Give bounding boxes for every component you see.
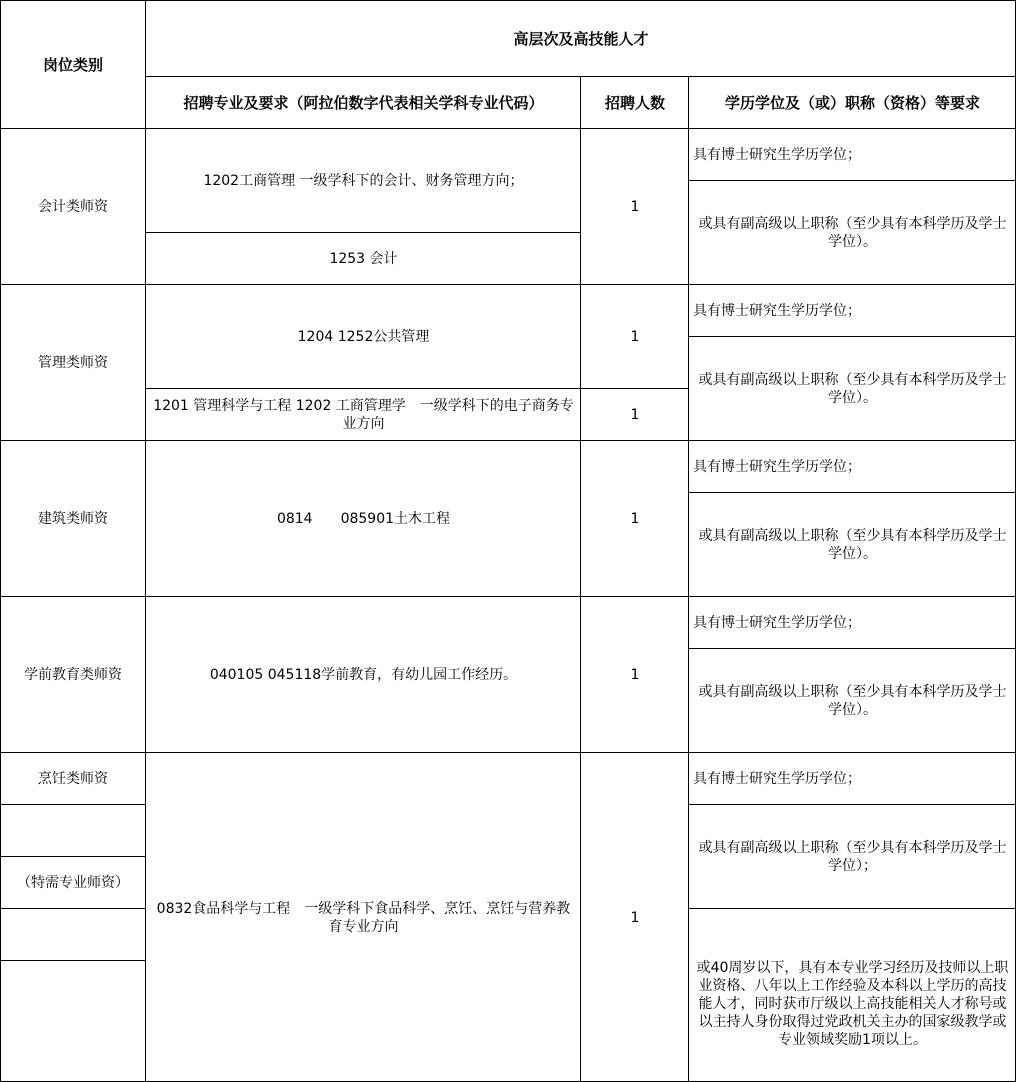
- grid-line: [688, 76, 689, 1082]
- req-architecture-1: 具有博士研究生学历学位；: [693, 459, 861, 475]
- major-accounting-2: 1253 会计: [329, 251, 398, 267]
- grid-line: [0, 440, 1016, 441]
- grid-line: [0, 0, 1016, 1]
- header-requirements: 学历学位及（或）职称（资格）等要求: [724, 94, 980, 112]
- grid-line: [580, 76, 581, 1082]
- category-cooking-note: （特需专业师资）: [17, 875, 129, 891]
- grid-line: [689, 336, 1016, 337]
- grid-line: [145, 0, 146, 1082]
- grid-line: [689, 492, 1016, 493]
- count-management-1: 1: [630, 329, 640, 345]
- header-count: 招聘人数: [604, 94, 665, 112]
- grid-line: [689, 804, 1016, 805]
- req-management-2: 或具有副高级以上职称（至少具有本科学历及学士学位）。: [698, 372, 1007, 406]
- major-preschool: 040105 045118学前教育，有幼儿园工作经历。: [209, 667, 518, 683]
- grid-line: [0, 0, 1, 1082]
- major-management-2: 1201 管理科学与工程 1202 工商管理学 一级学科下的电子商务专业方向: [153, 398, 574, 432]
- req-accounting-2: 或具有副高级以上职称（至少具有本科学历及学士学位）。: [698, 216, 1007, 250]
- grid-line: [146, 232, 581, 233]
- req-preschool-2: 或具有副高级以上职称（至少具有本科学历及学士学位）。: [698, 684, 1007, 718]
- count-cooking: 1: [630, 909, 640, 926]
- major-architecture: 0814 085901土木工程: [276, 511, 451, 527]
- category-accounting: 会计类师资: [38, 199, 108, 215]
- req-architecture-2: 或具有副高级以上职称（至少具有本科学历及学士学位）。: [698, 528, 1007, 562]
- category-management: 管理类师资: [38, 355, 108, 371]
- count-management-2: 1: [630, 407, 640, 423]
- header-group-title: 高层次及高技能人才: [513, 29, 649, 48]
- category-preschool: 学前教育类师资: [24, 667, 122, 683]
- req-cooking-1: 具有博士研究生学历学位；: [693, 771, 861, 787]
- grid-line: [0, 804, 146, 805]
- major-management-1: 1204 1252公共管理: [297, 329, 430, 345]
- grid-line: [146, 76, 1016, 77]
- grid-line: [0, 284, 1016, 285]
- req-cooking-2: 或具有副高级以上职称（至少具有本科学历及学士学位）；: [698, 840, 1007, 874]
- grid-line: [0, 128, 1016, 129]
- req-management-1: 具有博士研究生学历学位；: [693, 303, 861, 319]
- grid-line: [689, 908, 1016, 909]
- grid-line: [0, 856, 146, 857]
- major-cooking: 0832食品科学与工程 一级学科下食品科学、烹饪、烹饪与营养教育专业方向: [156, 900, 571, 935]
- header-major: 招聘专业及要求（阿拉伯数字代表相关学科专业代码）: [183, 94, 544, 112]
- grid-line: [146, 388, 689, 389]
- count-accounting: 1: [630, 199, 640, 215]
- grid-line: [0, 908, 146, 909]
- req-cooking-3: 或40周岁以下，具有本专业学习经历及技师以上职业资格、八年以上工作经验及本科以上学历的高技能人才，同时获市厅级以上高技能相关人才称号或以主持人身份取得过党政机关主办的国家级教学或专业领域奖励1项以上。: [696, 959, 1009, 1048]
- grid-line: [0, 752, 1016, 753]
- count-preschool: 1: [630, 667, 640, 683]
- category-cooking: 烹饪类师资: [38, 771, 108, 787]
- grid-line: [689, 648, 1016, 649]
- grid-line: [0, 596, 1016, 597]
- header-category: 岗位类别: [42, 55, 103, 74]
- req-preschool-1: 具有博士研究生学历学位；: [693, 615, 861, 631]
- grid-line: [689, 180, 1016, 181]
- count-architecture: 1: [630, 511, 640, 527]
- req-accounting-1: 具有博士研究生学历学位；: [693, 147, 861, 163]
- major-accounting-1: 1202工商管理 一级学科下的会计、财务管理方向；: [203, 173, 524, 189]
- category-architecture: 建筑类师资: [38, 511, 108, 527]
- grid-line: [0, 960, 146, 961]
